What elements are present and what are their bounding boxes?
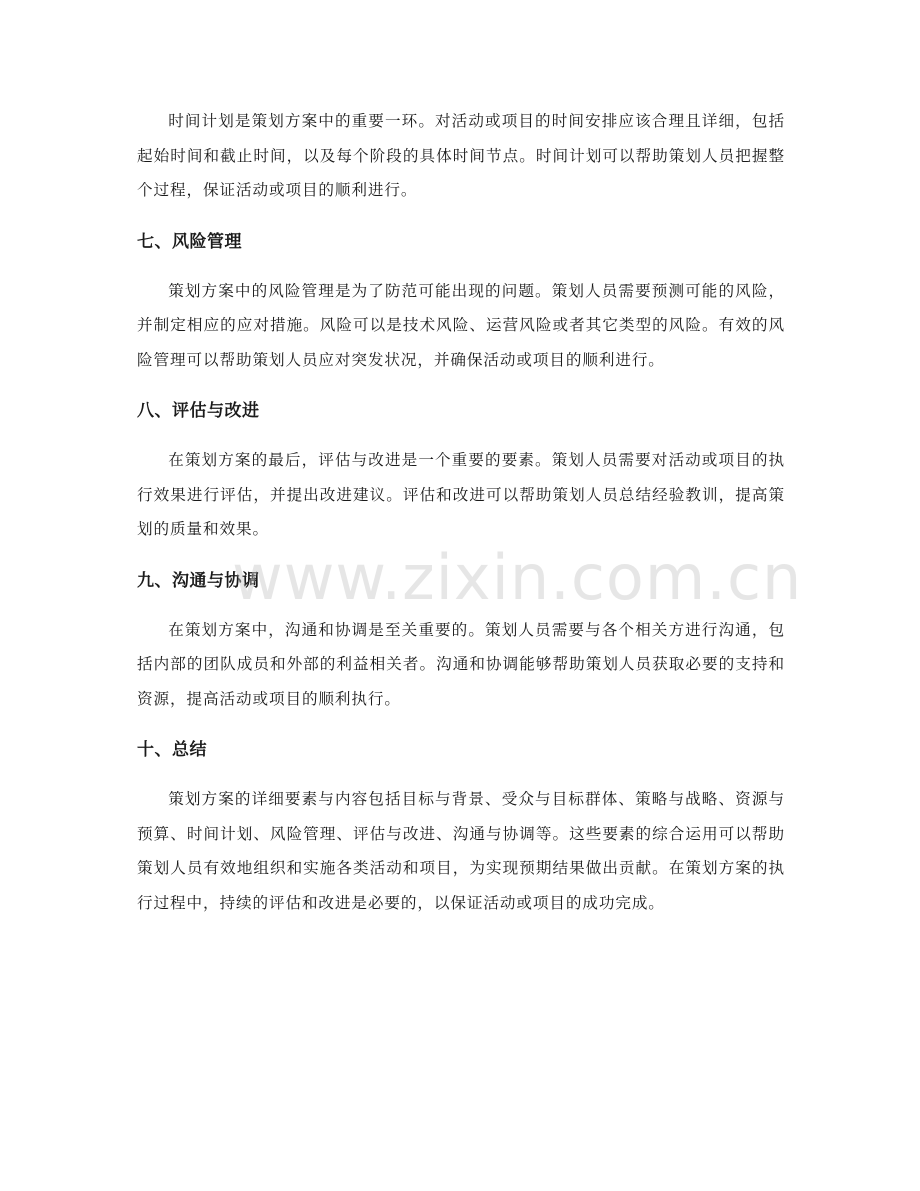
paragraph-evaluation-improvement: 在策划方案的最后，评估与改进是一个重要的要素。策划人员需要对活动或项目的执行效果进行评估，并提出改进建议。评估和改进可以帮助策划人员总结经验教训，提高策划的质量和效果。 (137, 451, 785, 538)
heading-risk-management: 七、风险管理 (137, 231, 242, 252)
paragraph-communication-coordination: 在策划方案中，沟通和协调是至关重要的。策划人员需要与各个相关方进行沟通，包括内部的团队成员和外部的利益相关者。沟通和协调能够帮助策划人员获取必要的支持和资源，提高活动或项目的顺利执行。 (137, 620, 785, 708)
paragraph-time-plan: 时间计划是策划方案中的重要一环。对活动或项目的时间安排应该合理且详细，包括起始时间和截止时间，以及每个阶段的具体时间节点。时间计划可以帮助策划人员把握整个过程，保证活动或项目的顺利进行。 (137, 112, 785, 199)
paragraph-summary: 策划方案的详细要素与内容包括目标与背景、受众与目标群体、策略与战略、资源与预算、时间计划、风险管理、评估与改进、沟通与协调等。这些要素的综合运用可以帮助策划人员有效地组织和实施各类活动和项目，为实现预期结果做出贡献。在策划方案的执行过程中，持续的评估和改进是必要的，以保证活动或项目的成功完成。 (137, 790, 785, 912)
heading-communication-coordination: 九、沟通与协调 (137, 570, 260, 591)
paragraph-risk-management: 策划方案中的风险管理是为了防范可能出现的问题。策划人员需要预测可能的风险，并制定相应的应对措施。风险可以是技术风险、运营风险或者其它类型的风险。有效的风险管理可以帮助策划人员应对突发状况，并确保活动或项目的顺利进行。 (137, 281, 785, 369)
heading-summary: 十、总结 (137, 740, 207, 760)
document-body (137, 104, 785, 920)
watermark-text: www.zixin.com.cn (232, 541, 803, 614)
heading-evaluation-improvement: 八、评估与改进 (137, 401, 260, 421)
